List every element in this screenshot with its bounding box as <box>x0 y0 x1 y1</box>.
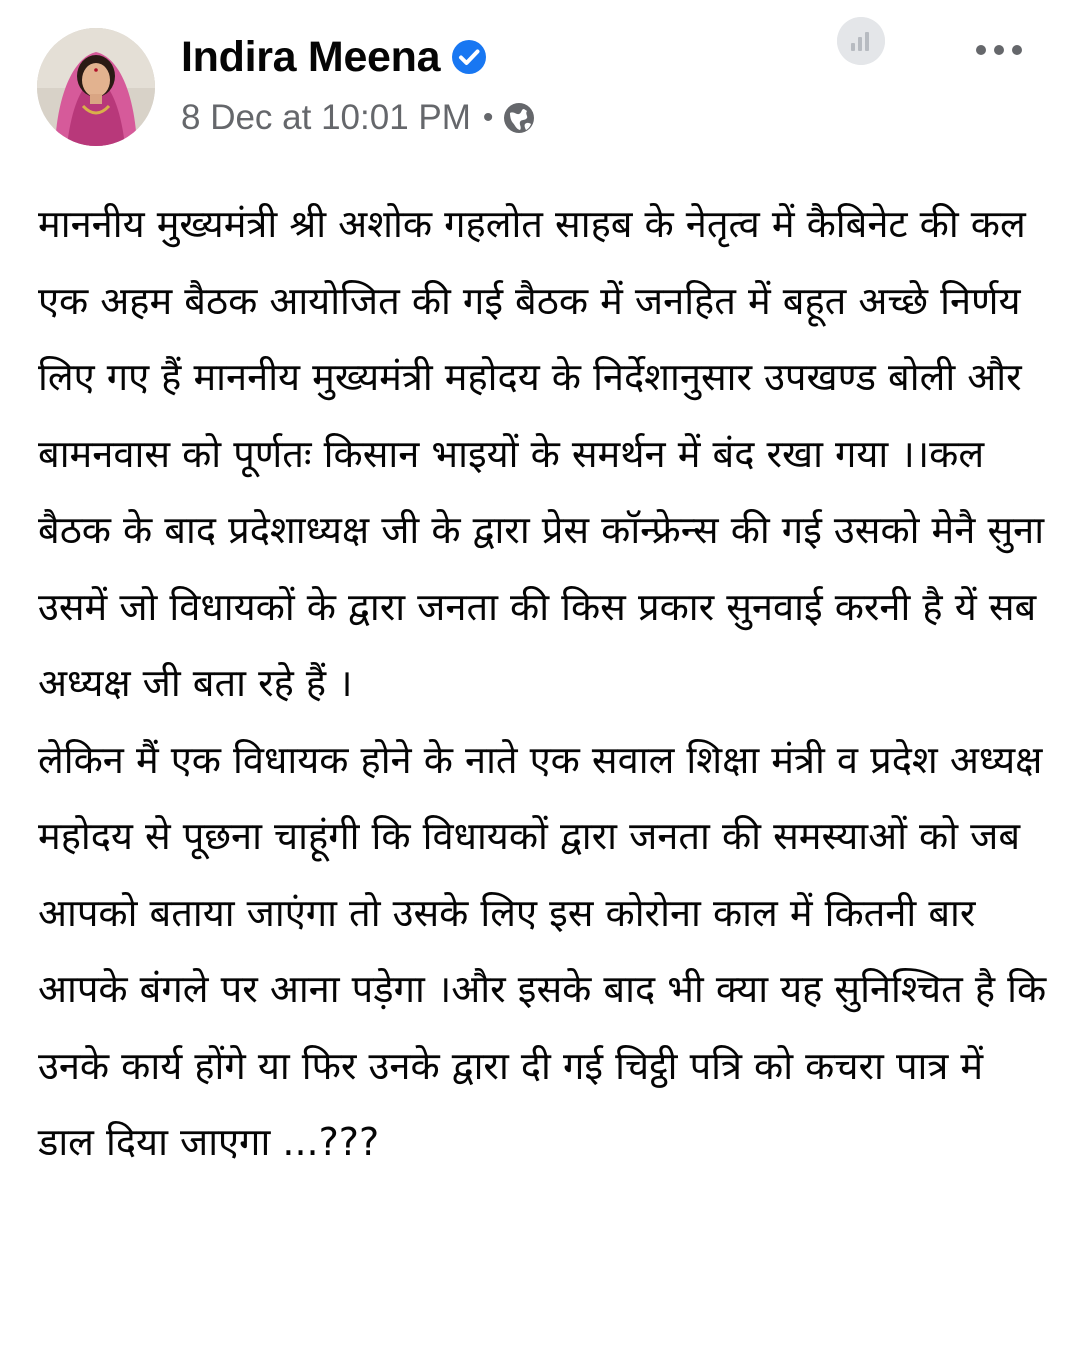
bar-chart-icon[interactable] <box>837 17 885 65</box>
author-name[interactable]: Indira Meena <box>181 32 441 81</box>
author-avatar[interactable] <box>37 28 155 146</box>
globe-icon[interactable] <box>501 100 537 136</box>
meta-separator: • <box>482 101 494 134</box>
post-timestamp[interactable]: 8 Dec at 10:01 PM <box>181 98 471 137</box>
author-row <box>181 30 488 84</box>
post-header <box>0 0 1080 160</box>
post-meta <box>181 96 537 140</box>
profile-photo-icon <box>37 28 155 146</box>
verified-badge-icon <box>450 38 488 76</box>
post-text: माननीय मुख्यमंत्री श्री अशोक गहलोत साहब के नेतृत्व में कैबिनेट की कल एक अहम बैठक आयोजित की गई बैठक में जनहित में बहूत अच्छे निर्णय लिए गए हैं माननीय मुख्यमंत्री महोदय के निर्देशानुसार उपखण्ड बोली और बामनवास को पूर्णतः किसान भाइयों के समर्थन में बंद रखा गया ।।कल बैठक के बाद प्रदेशाध्यक्ष जी के द्वारा प्रेस कॉन्फ्रेन्स की गई उसको मेनै सुना उसमें जो विधायकों के द्वारा जनता की किस प्रकार सुनवाई करनी है यें सब अध्यक्ष जी बता रहे हैं । लेकिन मैं एक विधायक होने के नाते एक सवाल शिक्षा मंत्री व प्रदेश अध्यक्ष महोदय से पूछना चाहूंगी कि विधायकों द्वारा जनता की समस्याओं को जब आपको बताया जाएंगा तो उसके लिए इस कोरोना काल में कितनी बार आपके बंगले पर आना पड़ेगा ।और इसके बाद भी क्या यह सुनिश्चित है कि उनके कार्य होंगे या फिर उनके द्वारा दी गई चिट्ठी पत्रि को कचरा पात्र में डाल दिया जाएगा ...??? <box>38 202 1047 1164</box>
more-options-icon[interactable] <box>973 35 1025 65</box>
